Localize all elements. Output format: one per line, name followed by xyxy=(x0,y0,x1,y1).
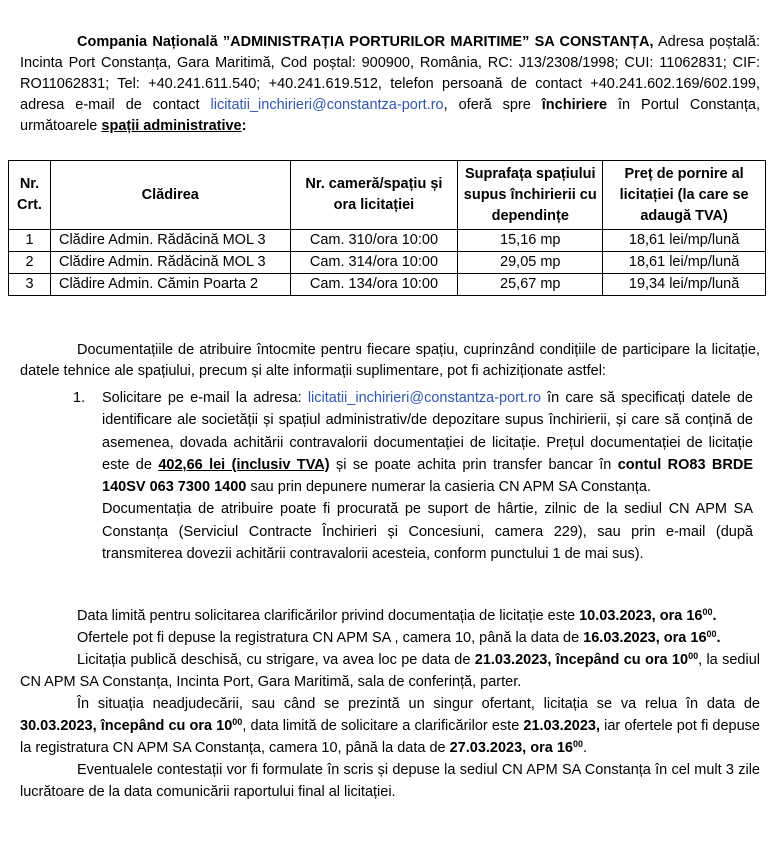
table-row xyxy=(9,252,766,274)
table-row xyxy=(9,274,766,296)
documentation-price: 402,66 lei (inclusiv TVA) xyxy=(158,456,330,473)
contact-email-link[interactable]: licitatii_inchirieri@constantza-port.ro xyxy=(210,97,444,113)
cell-nr: 1 xyxy=(9,230,51,252)
cell-nr: 2 xyxy=(9,252,51,274)
cell-building: Clădire Admin. Rădăcină MOL 3 xyxy=(50,230,290,252)
acquisition-list xyxy=(73,387,753,565)
cell-building: Clădire Admin. Rădăcină MOL 3 xyxy=(50,252,290,274)
clarification-deadline: Data limită pentru solicitarea clarificărilor privind documentația de licitație este 10.03.2023, ora $16^{00}$. xyxy=(77,607,717,624)
auction-date: Licitația publică deschisă, cu strigare, va avea loc pe data de 21.03.2023, începând cu ora $10^{00}$, la sediul CN APM SA Constanța, Incinta Port, Gara Maritimă, sala de conferință, parter. xyxy=(20,651,760,690)
cell-room: Cam. 314/ora 10:00 xyxy=(290,252,458,274)
company-address: Adresa poștală: Incinta Port Constanța, Gara Maritimă, Cod poștal: 900900, România, RC: J13/2308/1998; CUI: 11062831; CIF: RO11062831; Tel: +40.241.611.540; +40.241.619.512, telefon persoană de contact +40.241.602.169/602.199, adresa e-mail de contact xyxy=(20,34,760,113)
offer-deadline: Ofertele pot fi depuse la registratura CN APM SA , camera 10, până la data de 16.03.2023, ora $16^{00}$. xyxy=(77,629,721,646)
intro-paragraph: Compania Națională ”ADMINISTRAȚIA PORTURILOR MARITIME” SA CONSTANȚA, Adresa poștală: Incinta Port Constanța, Gara Maritimă, Cod poștal: 900900, România, RC: J13/2308/1998; CUI: 11062831; CIF: RO11062831; Tel: +40.241.611.540; +40.241.619.512, telefon persoană de contact +40.241.602.169/602.199, adresa e-mail de contact licitatii_inchirieri@constantza-port.ro, oferă spre închiriere în Portul Constanța, următoarele spații administrative: xyxy=(20,34,760,134)
spaces-table xyxy=(8,160,766,296)
header-room: Nr. cameră/spațiu și ora licitației xyxy=(290,161,458,230)
cell-surface: 25,67 mp xyxy=(458,274,603,296)
cell-surface: 15,16 mp xyxy=(458,230,603,252)
list-item-text: Solicitare pe e-mail la adresa: licitatii_inchirieri@constantza-port.ro în care să specificați datele de identificare ale societății și spațiul administrativ/de depozitare supus închirierii, și care să conțină de asemenea, dovada achitării contravalorii documentației de licitație. Prețul documentației de licitație este de 402,66 lei (inclusiv TVA) și se poate achita prin transfer bancar în contul RO83 BRDE 140SV 063 7300 1400 sau prin depunere numerar la casieria CN APM SA Constanța. xyxy=(102,390,753,496)
cell-price: 18,61 lei/mp/lună xyxy=(603,230,766,252)
cell-price: 18,61 lei/mp/lună xyxy=(603,252,766,274)
cell-nr: 3 xyxy=(9,274,51,296)
header-nr: Nr. Crt. xyxy=(9,161,51,230)
header-building: Clădirea xyxy=(50,161,290,230)
offer-type: închiriere xyxy=(541,97,608,113)
company-name: Compania Națională ”ADMINISTRAȚIA PORTURILOR MARITIME” SA CONSTANȚA, xyxy=(77,34,654,50)
cell-room: Cam. 134/ora 10:00 xyxy=(290,274,458,296)
list-item-note: Documentația de atribuire poate fi procurată pe suport de hârtie, zilnic de la sediul CN APM SA Constanța (Serviciul Contracte Închirieri și Concesiuni, camera 229), sau prin e-mail (după transmiterea dovezii achitării contravalorii acesteia, conform punctului 1 de mai sus). xyxy=(102,501,753,563)
cell-surface: 29,05 mp xyxy=(458,252,603,274)
list-item xyxy=(73,387,753,498)
header-surface: Suprafața spațiului supus închirierii cu dependințe xyxy=(458,161,603,230)
documentation-paragraph: Documentațiile de atribuire întocmite pentru fiecare spațiu, cuprinzând condițiile de participare la licitație, datele tehnice ale spațiului, precum și alte informații suplimentare, pot fi achiziționate astfel: xyxy=(20,342,760,379)
appeals-info: Eventualele contestații vor fi formulate în scris și depuse la sediul CN APM SA Constanța în cel mult 3 zile lucrătoare de la data comunicării raportului final al licitației. xyxy=(20,762,760,800)
cell-price: 19,34 lei/mp/lună xyxy=(603,274,766,296)
header-price: Preț de pornire al licitației (la care se adaugă TVA) xyxy=(603,161,766,230)
request-email-link[interactable]: licitatii_inchirieri@constantza-port.ro xyxy=(307,390,541,406)
list-item-number: 1. xyxy=(73,390,86,406)
cell-building: Clădire Admin. Cămin Poarta 2 xyxy=(50,274,290,296)
bank-account: contul RO83 BRDE 140SV 063 7300 1400 xyxy=(102,456,753,496)
table-row xyxy=(9,230,766,252)
reauction-info: În situația neadjudecării, sau când se prezintă un singur ofertant, licitația se va relua în data de 30.03.2023, începând cu ora $10^{00}$, data limită de solicitare a clarificărilor este 21.03.2023, iar ofertele pot fi depuse la registratura CN APM SA Constanța, camera 10, până la data de 27.03.2023, ora $16^{00}$. xyxy=(20,696,760,756)
table-header-row xyxy=(9,161,766,230)
cell-room: Cam. 310/ora 10:00 xyxy=(290,230,458,252)
offer-subject: spații administrative xyxy=(101,118,242,134)
deadlines-section xyxy=(20,605,760,803)
